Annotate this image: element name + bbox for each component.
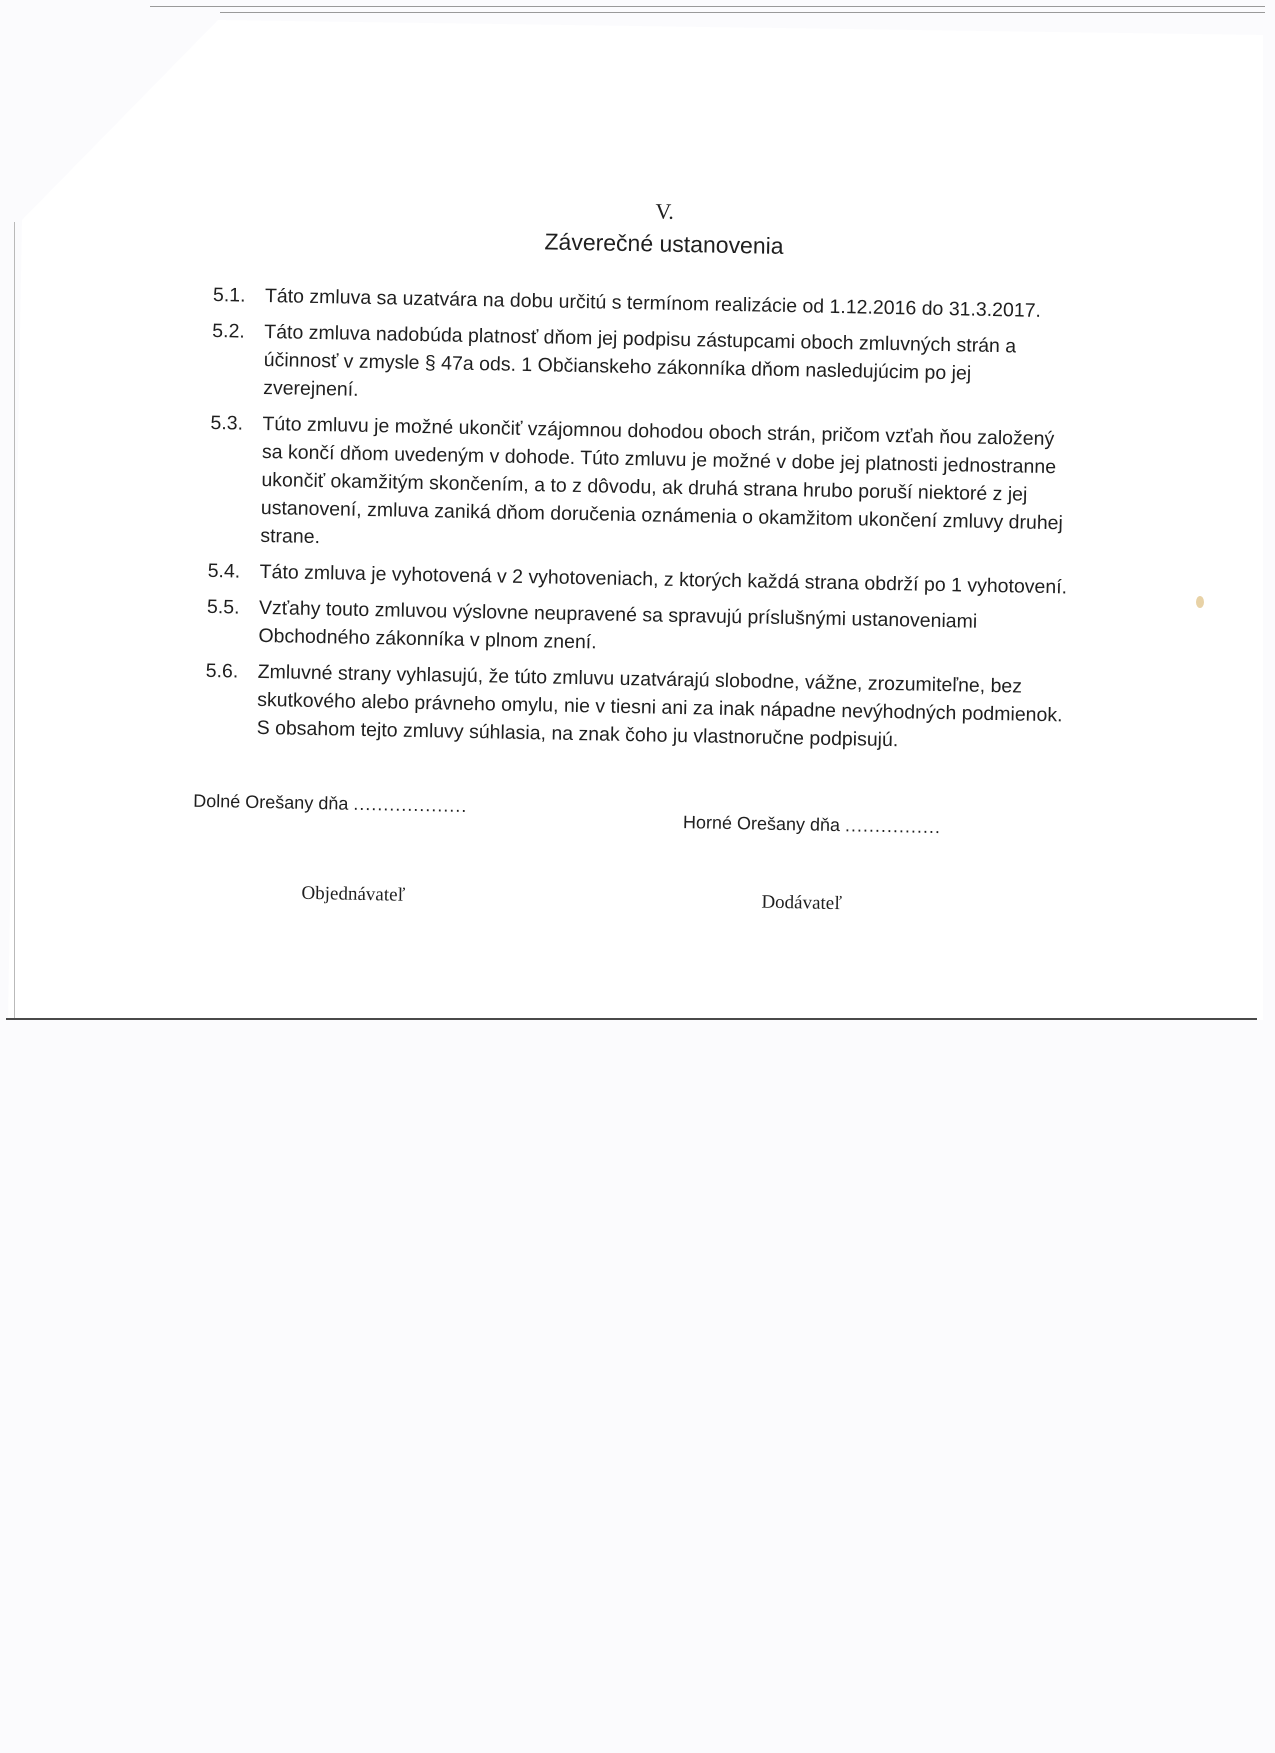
clause-text: Túto zmluvu je možné ukončiť vzájomnou dohodou oboch strán, pričom vzťah ňou založený sa končí dňom uvedeným v dohode. Túto zmluvu je možné v dobe jej platnosti jednostranne ukončiť okamžitým skončením, a to z dôvodu, ak druhá strana hrubo poruší niektoré z jej ustanovení, zmluva zaniká dňom doručenia oznámenia o okamžitom ukončení zmluvy druhej strane.: [260, 412, 1064, 549]
clause-number: 5.3.: [210, 411, 244, 435]
date-right-blank: ................: [844, 815, 942, 838]
clause-text: Táto zmluva nadobúda platnosť dňom jej podpisu zástupcami oboch zmluvných strán a účinnosť v zmysle § 47a ods. 1 Občianskeho zákonníka dňom nasledujúcim po jej zverejnení.: [262, 320, 1017, 401]
clause-number: 5.6.: [205, 659, 239, 683]
sheet-edge: [220, 12, 1265, 13]
paper-stain: [1196, 596, 1204, 608]
section-title: Záverečné ustanovenia: [544, 228, 784, 259]
party-supplier: Dodávateľ: [761, 891, 843, 915]
clause-text: Zmluvné strany vyhlasujú, že túto zmluvu uzatvárajú slobodne, vážne, zrozumiteľne, bez skutkového alebo právneho omylu, nie v tiesni ani za inak nápadne nevýhodných podmienok. S obsahom tejto zmluvy súhlasia, na znak čoho ju vlastnoručne podpisujú.: [256, 660, 1063, 752]
sheet-edge: [150, 6, 1265, 7]
section-number: V.: [655, 198, 675, 224]
clause-text: Vzťahy touto zmluvou výslovne neupravené sa spravujú príslušnými ustanoveniami Obchodného zákonníka v plnom znení.: [258, 596, 978, 654]
date-left-blank: ...................: [353, 793, 468, 816]
date-left: [193, 791, 467, 817]
contract-text: [193, 190, 1075, 915]
clause-number: 5.2.: [212, 319, 246, 343]
clause-number: 5.4.: [207, 559, 241, 583]
date-left-label: Dolné Orešany dňa: [193, 790, 349, 814]
clause: [206, 593, 1067, 665]
clause-text: Táto zmluva sa uzatvára na dobu určitú s termínom realizácie od 1.12.2016 do 31.3.2017.: [264, 284, 1042, 322]
clause-number: 5.5.: [206, 595, 240, 619]
clause: [211, 317, 1072, 417]
clause-number: 5.1.: [212, 283, 246, 307]
party-orderer: Objednávateľ: [301, 882, 406, 906]
underlying-page: [6, 1018, 1257, 1753]
page-fold-line: [14, 222, 15, 1022]
clause-text: Táto zmluva je vyhotovená v 2 vyhotoveniach, z ktorých každá strana obdrží po 1 vyhotovení.: [259, 560, 1068, 599]
clause: [204, 657, 1065, 757]
date-right-label: Horné Orešany dňa: [682, 812, 841, 836]
clause: [208, 409, 1071, 565]
date-right: [683, 812, 941, 838]
